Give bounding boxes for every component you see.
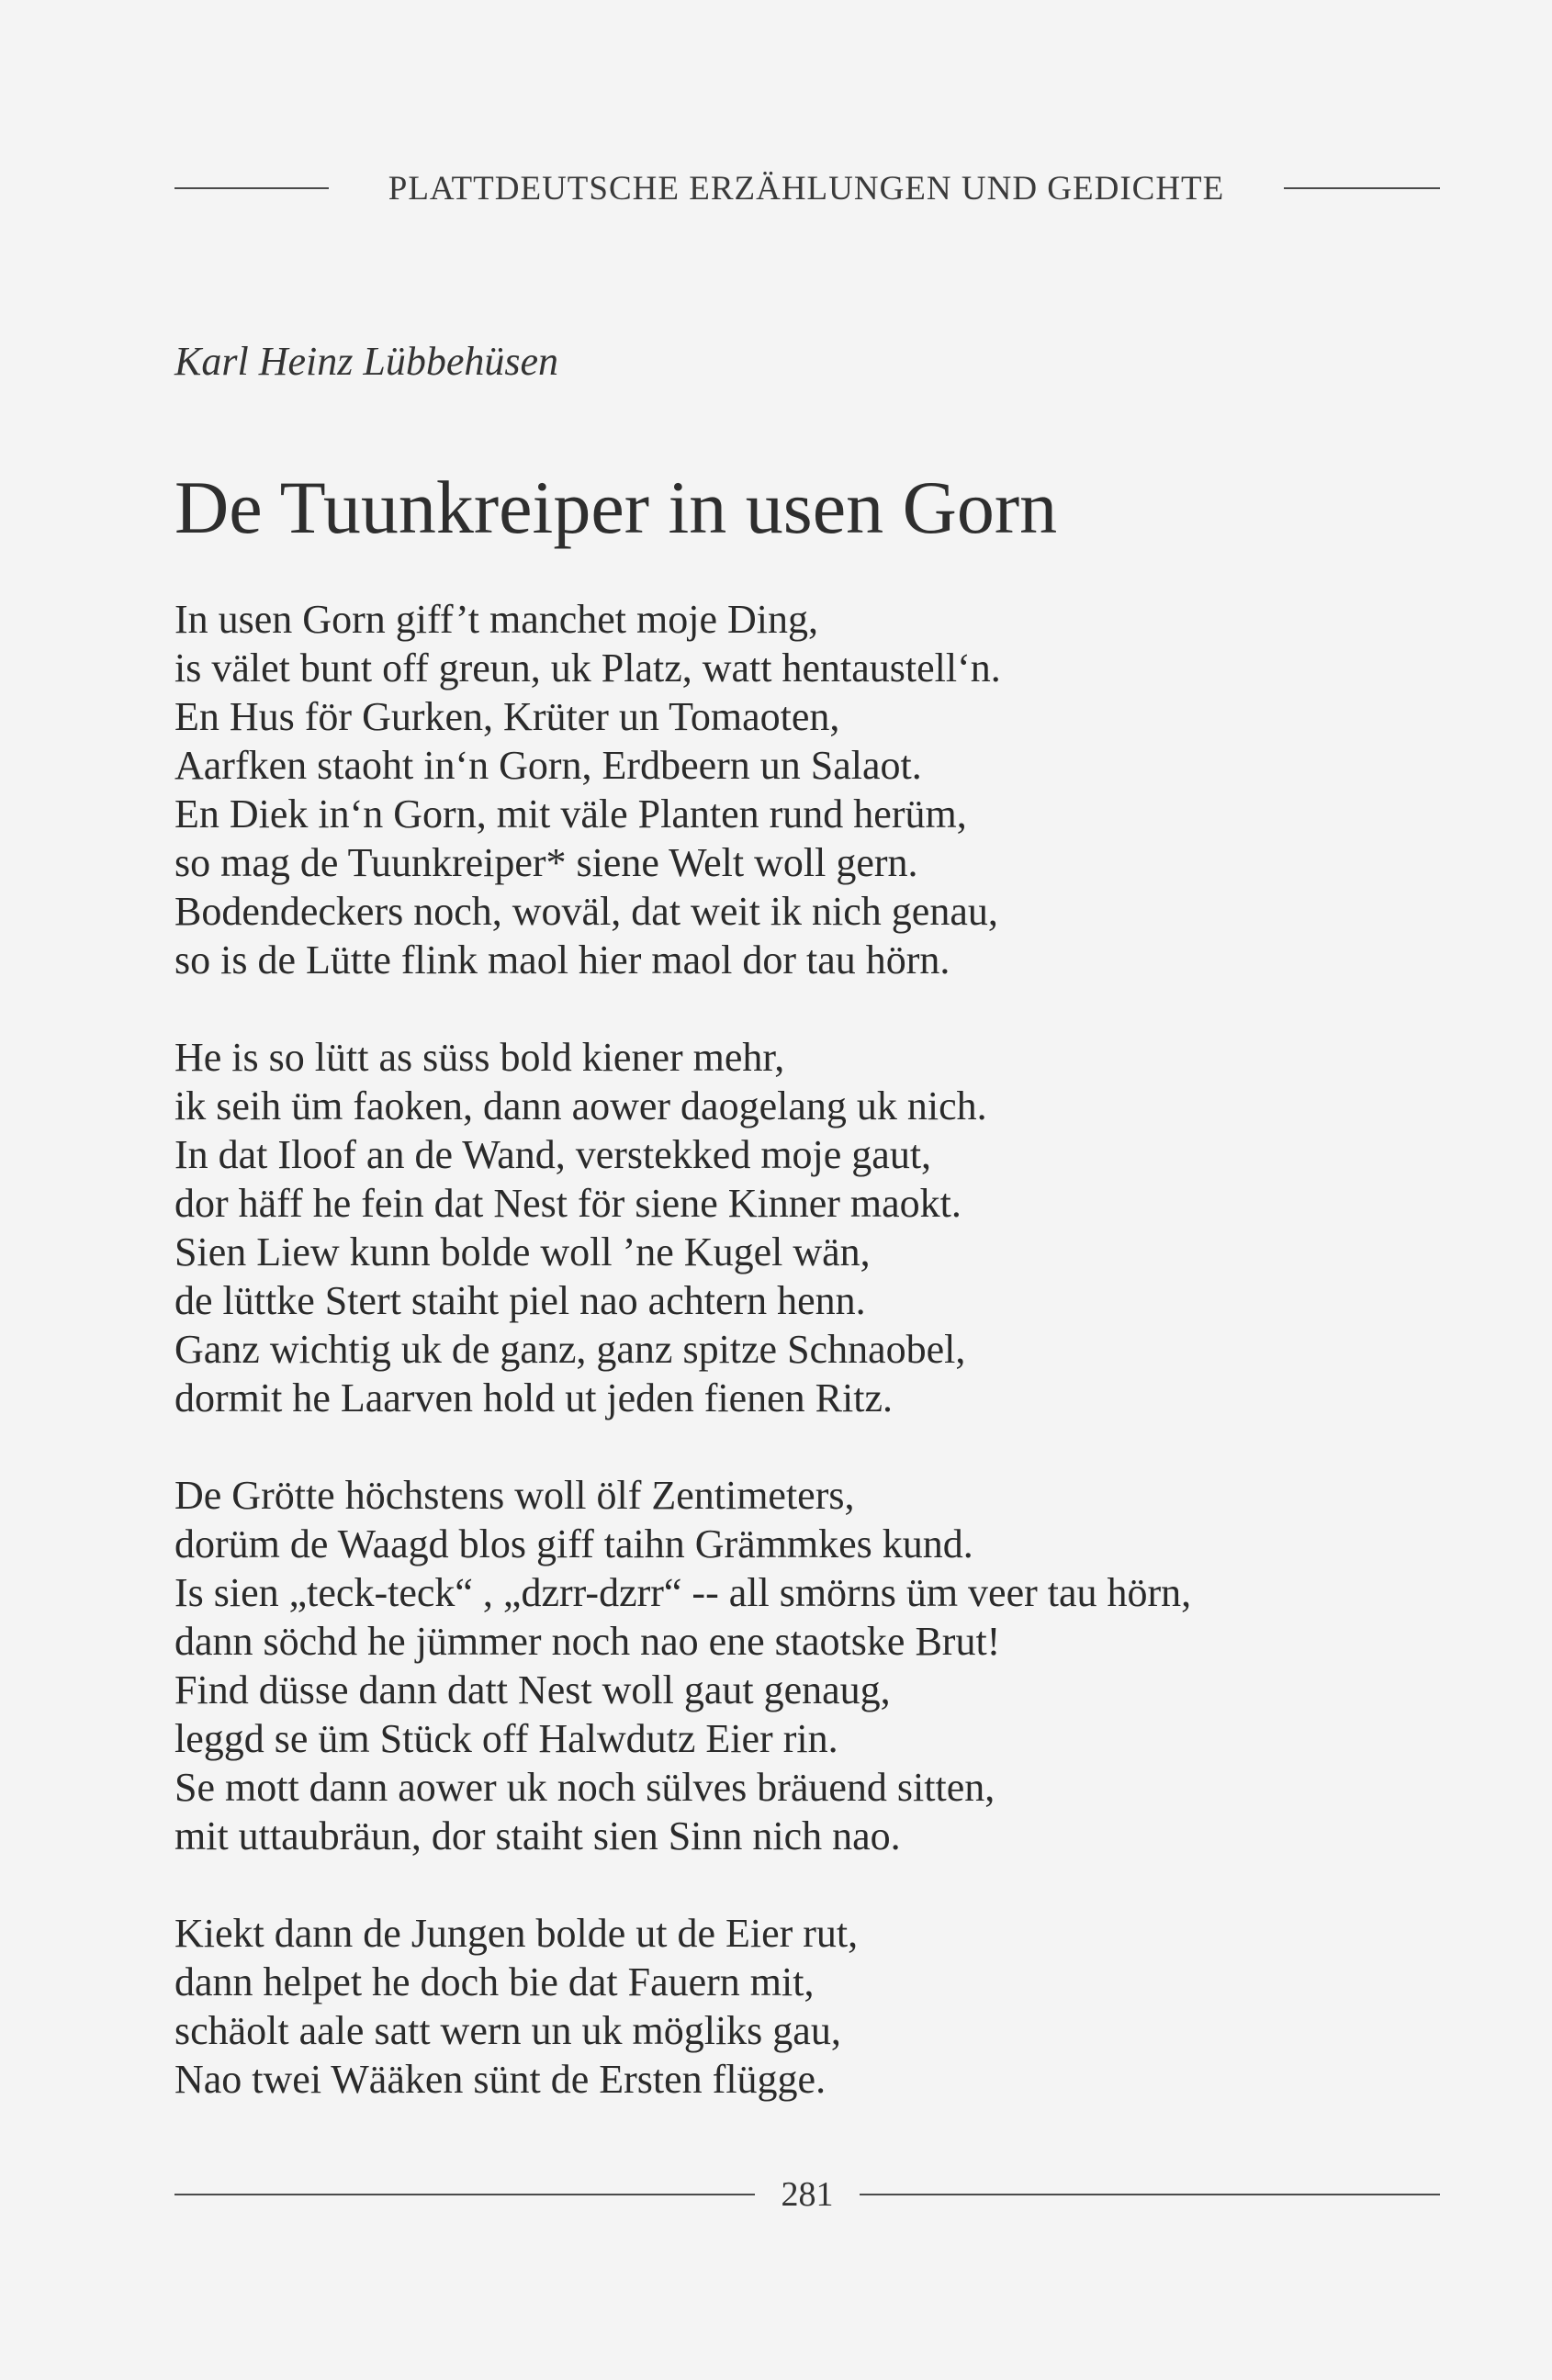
poem-line: In dat Iloof an de Wand, verstekked moje gaut,	[174, 1132, 932, 1177]
poem-body	[174, 595, 1442, 2152]
author-name: Karl Heinz Lübbehüsen	[174, 339, 558, 384]
poem-line: dann söchd he jümmer noch nao ene staotske Brut!	[174, 1619, 1001, 1664]
running-title: PLATTDEUTSCHE ERZÄHLUNGEN UND GEDICHTE	[388, 169, 1225, 208]
stanza	[174, 595, 1442, 984]
poem-line: dorüm de Waagd blos giff taihn Grämmkes kund.	[174, 1521, 973, 1566]
poem-line: De Grötte höchstens woll ölf Zentimeters,	[174, 1473, 855, 1518]
poem-line: Ganz wichtig uk de ganz, ganz spitze Schnaobel,	[174, 1327, 966, 1372]
footer-rule-left	[174, 2194, 755, 2195]
poem-line: En Hus för Gurken, Krüter un Tomaoten,	[174, 694, 840, 739]
poem-line: In usen Gorn giff’t manchet moje Ding,	[174, 597, 818, 642]
poem-line: Is sien „teck-teck“ , „dzrr-dzrr“ -- all smörns üm veer tau hörn,	[174, 1570, 1192, 1615]
poem-line: so is de Lütte flink maol hier maol dor tau hörn.	[174, 937, 950, 982]
poem-line: ik seih üm faoken, dann aower daogelang uk nich.	[174, 1083, 987, 1128]
poem-line: so mag de Tuunkreiper* siene Welt woll gern.	[174, 840, 918, 885]
poem-line: dann helpet he doch bie dat Fauern mit,	[174, 1959, 815, 2004]
poem-line: Find düsse dann datt Nest woll gaut genaug,	[174, 1667, 891, 1712]
poem-title: De Tuunkreiper in usen Gorn	[174, 466, 1058, 549]
poem-line: dormit he Laarven hold ut jeden fienen Ritz.	[174, 1375, 893, 1420]
footer-rule-right	[860, 2194, 1440, 2195]
poem-line: leggd se üm Stück off Halwdutz Eier rin.	[174, 1716, 838, 1761]
poem-line: Sien Liew kunn bolde woll ’ne Kugel wän,	[174, 1229, 871, 1274]
poem-line: Se mott dann aower uk noch sülves bräuend sitten,	[174, 1765, 995, 1810]
stanza	[174, 1471, 1442, 1860]
stanza	[174, 1909, 1442, 2104]
poem-line: Kiekt dann de Jungen bolde ut de Eier rut,	[174, 1911, 859, 1956]
poem-line: En Diek in‘n Gorn, mit väle Planten rund herüm,	[174, 791, 967, 836]
poem-line: dor häff he fein dat Nest för siene Kinner maokt.	[174, 1181, 962, 1226]
running-header	[174, 165, 1440, 211]
poem-line: mit uttaubräun, dor staiht sien Sinn nich nao.	[174, 1813, 901, 1858]
poem-line: Bodendeckers noch, woväl, dat weit ik nich genau,	[174, 889, 998, 934]
poem-line: schäolt aale satt wern un uk mögliks gau,	[174, 2008, 841, 2053]
poem-line: is välet bunt off greun, uk Platz, watt hentaustell‘n.	[174, 646, 1001, 690]
poem-line: Aarfken staoht in‘n Gorn, Erdbeern un Salaot.	[174, 743, 922, 788]
header-rule-left	[174, 187, 329, 189]
stanza	[174, 1033, 1442, 1422]
poem-line: de lüttke Stert staiht piel nao achtern henn.	[174, 1278, 866, 1323]
page-footer	[174, 2169, 1440, 2220]
poem-line: He is so lütt as süss bold kiener mehr,	[174, 1035, 785, 1080]
poem-line: Nao twei Wääken sünt de Ersten flügge.	[174, 2057, 827, 2102]
header-rule-right	[1284, 187, 1440, 189]
page-number: 281	[781, 2175, 834, 2214]
